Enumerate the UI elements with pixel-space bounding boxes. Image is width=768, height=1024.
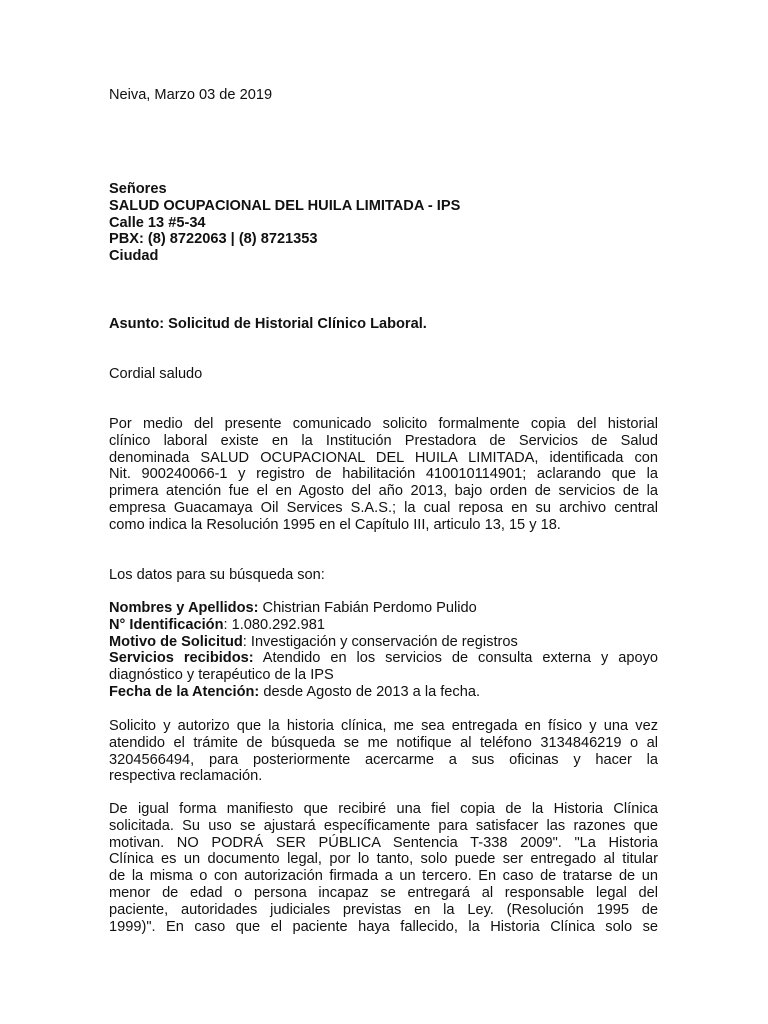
paragraph-line: Solicito y autorizo que la historia clínica, me sea entregada en físico y una vez: [109, 718, 658, 734]
greeting-text: Cordial saludo: [109, 366, 203, 382]
paragraph-legal: [109, 801, 658, 935]
recipient-address: Calle 13 #5-34: [109, 214, 206, 231]
detail-services-cont: diagnóstico y terapéutico de la IPS: [109, 667, 334, 684]
greeting-line: [109, 366, 658, 383]
paragraph-line: Nit. 900240066-1 y registro de habilitación 410010114901; aclarando que la: [109, 466, 658, 483]
paragraph-line: atendido el trámite de búsqueda se me notifique al teléfono 3134846219 o al: [109, 734, 658, 751]
recipient-phone: PBX: (8) 8722063 | (8) 8721353: [109, 231, 318, 248]
paragraph-line: respectiva reclamación.: [109, 768, 263, 785]
paragraph-line: como indica la Resolución 1995 en el Capítulo III, articulo 13, 15 y 18.: [109, 516, 561, 533]
detail-date: [109, 684, 658, 701]
recipient-company: SALUD OCUPACIONAL DEL HUILA LIMITADA - IPS: [109, 197, 461, 214]
detail-id-value: : 1.080.292.981: [223, 616, 325, 633]
detail-date-label: Fecha de la Atención:: [109, 683, 260, 700]
paragraph-authorization: [109, 718, 658, 785]
detail-date-value: desde Agosto de 2013 a la fecha.: [259, 683, 480, 700]
detail-reason-label: Motivo de Solicitud: [109, 633, 243, 650]
paragraph-line: Por medio del presente comunicado solicito formalmente copia del historial: [109, 416, 658, 432]
detail-id: [109, 617, 658, 634]
date-text: Neiva, Marzo 03 de 2019: [109, 87, 273, 103]
detail-services-value: Atendido en los servicios de consulta externa y apoyo: [253, 650, 658, 667]
data-intro-text: Los datos para su búsqueda son:: [109, 567, 325, 583]
detail-names: [109, 600, 658, 617]
date-line: [109, 87, 658, 104]
recipient-city: Ciudad: [109, 248, 159, 265]
recipient-salutation: Señores: [109, 181, 167, 197]
detail-reason: [109, 634, 658, 651]
paragraph-line: 1999)". En caso que el paciente haya fallecido, la Historia Clínica solo se: [109, 918, 658, 935]
detail-services-label: Servicios recibidos:: [109, 650, 254, 667]
subject-line: [109, 316, 658, 333]
data-intro: [109, 567, 658, 584]
detail-reason-value: : Investigación y conservación de registros: [242, 633, 518, 650]
paragraph-line: solicitada. Su uso se ajustará específicamente para satisfacer las razones que: [109, 817, 658, 834]
paragraph-line: De igual forma manifiesto que recibiré una fiel copia de la Historia Clínica: [109, 801, 658, 817]
paragraph-line: Clínica es un documento legal, por lo tanto, solo puede ser entregado al titular: [109, 851, 658, 868]
paragraph-request: [109, 416, 658, 534]
paragraph-line: primera atención fue el en Agosto del año 2013, bajo orden de servicios de la: [109, 483, 658, 500]
paragraph-line: motivan. NO PODRÁ SER PÚBLICA Sentencia T-338 2009". "La Historia: [109, 834, 658, 851]
paragraph-line: clínico laboral existe en la Institución Prestadora de Servicios de Salud: [109, 432, 658, 449]
paragraph-line: denominada SALUD OCUPACIONAL DEL HUILA LIMITADA, identificada con: [109, 449, 658, 466]
detail-names-label: Nombres y Apellidos:: [109, 600, 259, 616]
details-block: [109, 600, 658, 701]
recipient-block: [109, 181, 658, 265]
paragraph-line: empresa Guacamaya Oil Services S.A.S.; la cual reposa en su archivo central: [109, 499, 658, 516]
subject-text: Asunto: Solicitud de Historial Clínico Laboral.: [109, 316, 427, 332]
paragraph-line: paciente, autoridades judiciales previstas en la Ley. (Resolución 1995 de: [109, 901, 658, 918]
detail-id-label: N° Identificación: [109, 616, 224, 633]
detail-services: [109, 650, 658, 667]
paragraph-line: de la misma o con autorización firmada a un tercero. En caso de tratarse de un: [109, 868, 658, 885]
paragraph-line: menor de edad o persona incapaz se entregará al responsable legal del: [109, 884, 658, 901]
detail-names-value: Chistrian Fabián Perdomo Pulido: [258, 600, 477, 616]
paragraph-line: 3204566494, para posteriormente acercarme a sus oficinas y hacer la: [109, 751, 658, 768]
